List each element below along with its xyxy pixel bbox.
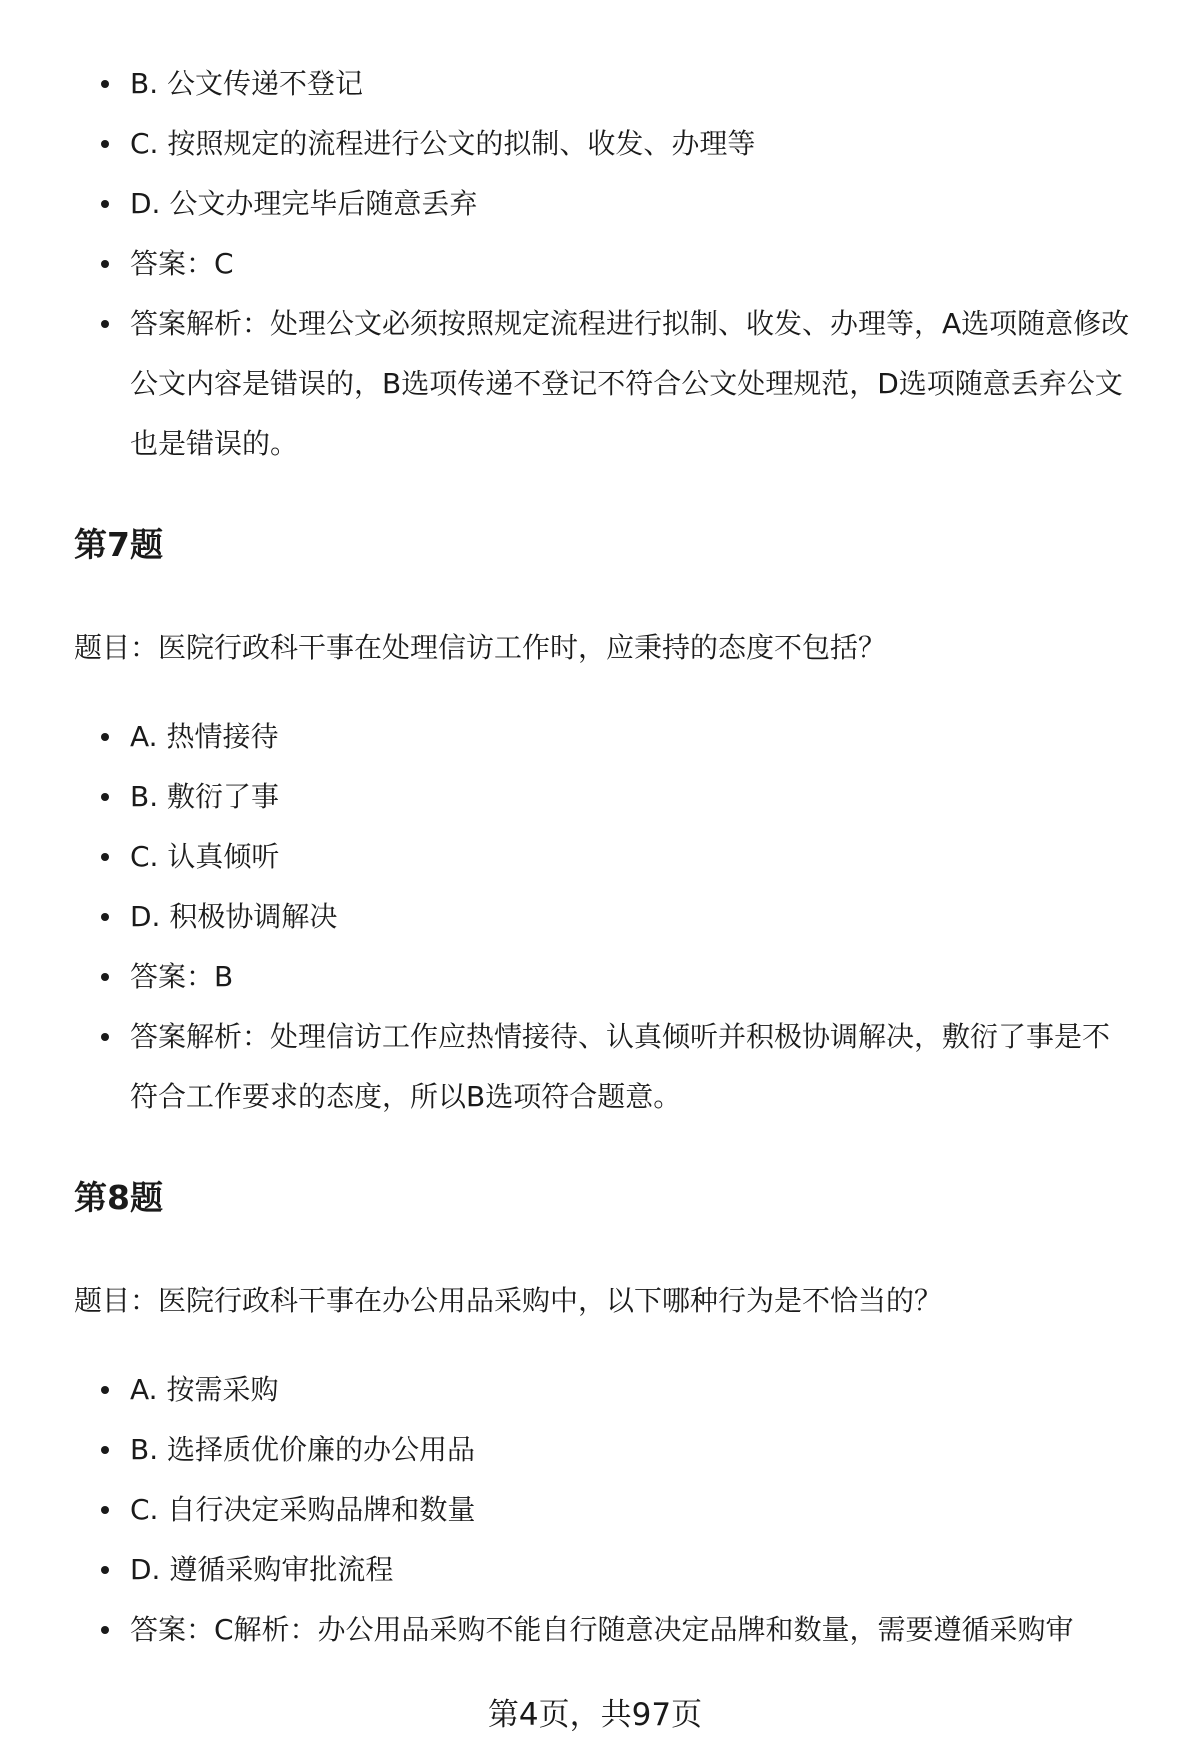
answer-text: 答案：B xyxy=(130,960,234,993)
bullet-icon xyxy=(101,973,109,981)
bullet-icon xyxy=(101,260,109,268)
bullet-icon xyxy=(101,1626,109,1634)
option-text: D. 遵循采购审批流程 xyxy=(130,1553,394,1586)
list-item xyxy=(0,1600,1190,1660)
question-text: 题目：医院行政科干事在处理信访工作时，应秉持的态度不包括？ xyxy=(74,631,887,664)
q7-options-list xyxy=(0,707,1190,1127)
list-item xyxy=(0,887,1190,947)
question-text: 题目：医院行政科干事在办公用品采购中，以下哪种行为是不恰当的？ xyxy=(74,1284,943,1317)
option-text: C. 自行决定采购品牌和数量 xyxy=(130,1493,476,1526)
list-item xyxy=(0,1420,1190,1480)
list-item xyxy=(0,294,1190,474)
bullet-icon xyxy=(101,140,109,148)
list-item xyxy=(0,767,1190,827)
list-item xyxy=(0,1360,1190,1420)
bullet-icon xyxy=(101,793,109,801)
option-text: C. 认真倾听 xyxy=(130,840,280,873)
bullet-icon xyxy=(101,1506,109,1514)
q8-options-list xyxy=(0,1360,1190,1660)
option-text: A. 热情接待 xyxy=(130,720,279,753)
list-item xyxy=(0,234,1190,294)
bullet-icon xyxy=(101,1446,109,1454)
question-heading: 第7题 xyxy=(74,525,163,564)
option-text: A. 按需采购 xyxy=(130,1373,279,1406)
bullet-icon xyxy=(101,853,109,861)
answer-explanation: 答案解析：处理公文必须按照规定流程进行拟制、收发、办理等，A选项随意修改公文内容是错误的，B选项传递不登记不符合公文处理规范，D选项随意丢弃公文也是错误的。 xyxy=(130,307,1130,460)
list-item xyxy=(0,827,1190,887)
list-item xyxy=(0,1007,1190,1127)
q6-options-list xyxy=(0,54,1190,474)
bullet-icon xyxy=(101,1033,109,1041)
option-text: D. 积极协调解决 xyxy=(130,900,338,933)
option-text: B. 选择质优价廉的办公用品 xyxy=(130,1433,476,1466)
bullet-icon xyxy=(101,320,109,328)
bullet-icon xyxy=(101,1386,109,1394)
list-item xyxy=(0,947,1190,1007)
option-text: B. 敷衍了事 xyxy=(130,780,280,813)
bullet-icon xyxy=(101,733,109,741)
bullet-icon xyxy=(101,200,109,208)
question-heading: 第8题 xyxy=(74,1178,163,1217)
answer-explanation: 答案解析：处理信访工作应热情接待、认真倾听并积极协调解决，敷衍了事是不符合工作要求的态度，所以B选项符合题意。 xyxy=(130,1020,1111,1113)
list-item xyxy=(0,114,1190,174)
answer-text: 答案：C xyxy=(130,247,234,280)
bullet-icon xyxy=(101,913,109,921)
bullet-icon xyxy=(101,80,109,88)
list-item xyxy=(0,174,1190,234)
answer-explanation: 答案：C解析：办公用品采购不能自行随意决定品牌和数量，需要遵循采购审 xyxy=(130,1613,1074,1646)
list-item xyxy=(0,1480,1190,1540)
option-text: D. 公文办理完毕后随意丢弃 xyxy=(130,187,478,220)
list-item xyxy=(0,707,1190,767)
option-text: B. 公文传递不登记 xyxy=(130,67,364,100)
page-number-footer: 第4页，共97页 xyxy=(487,1697,703,1733)
bullet-icon xyxy=(101,1566,109,1574)
list-item xyxy=(0,1540,1190,1600)
list-item xyxy=(0,54,1190,114)
option-text: C. 按照规定的流程进行公文的拟制、收发、办理等 xyxy=(130,127,756,160)
